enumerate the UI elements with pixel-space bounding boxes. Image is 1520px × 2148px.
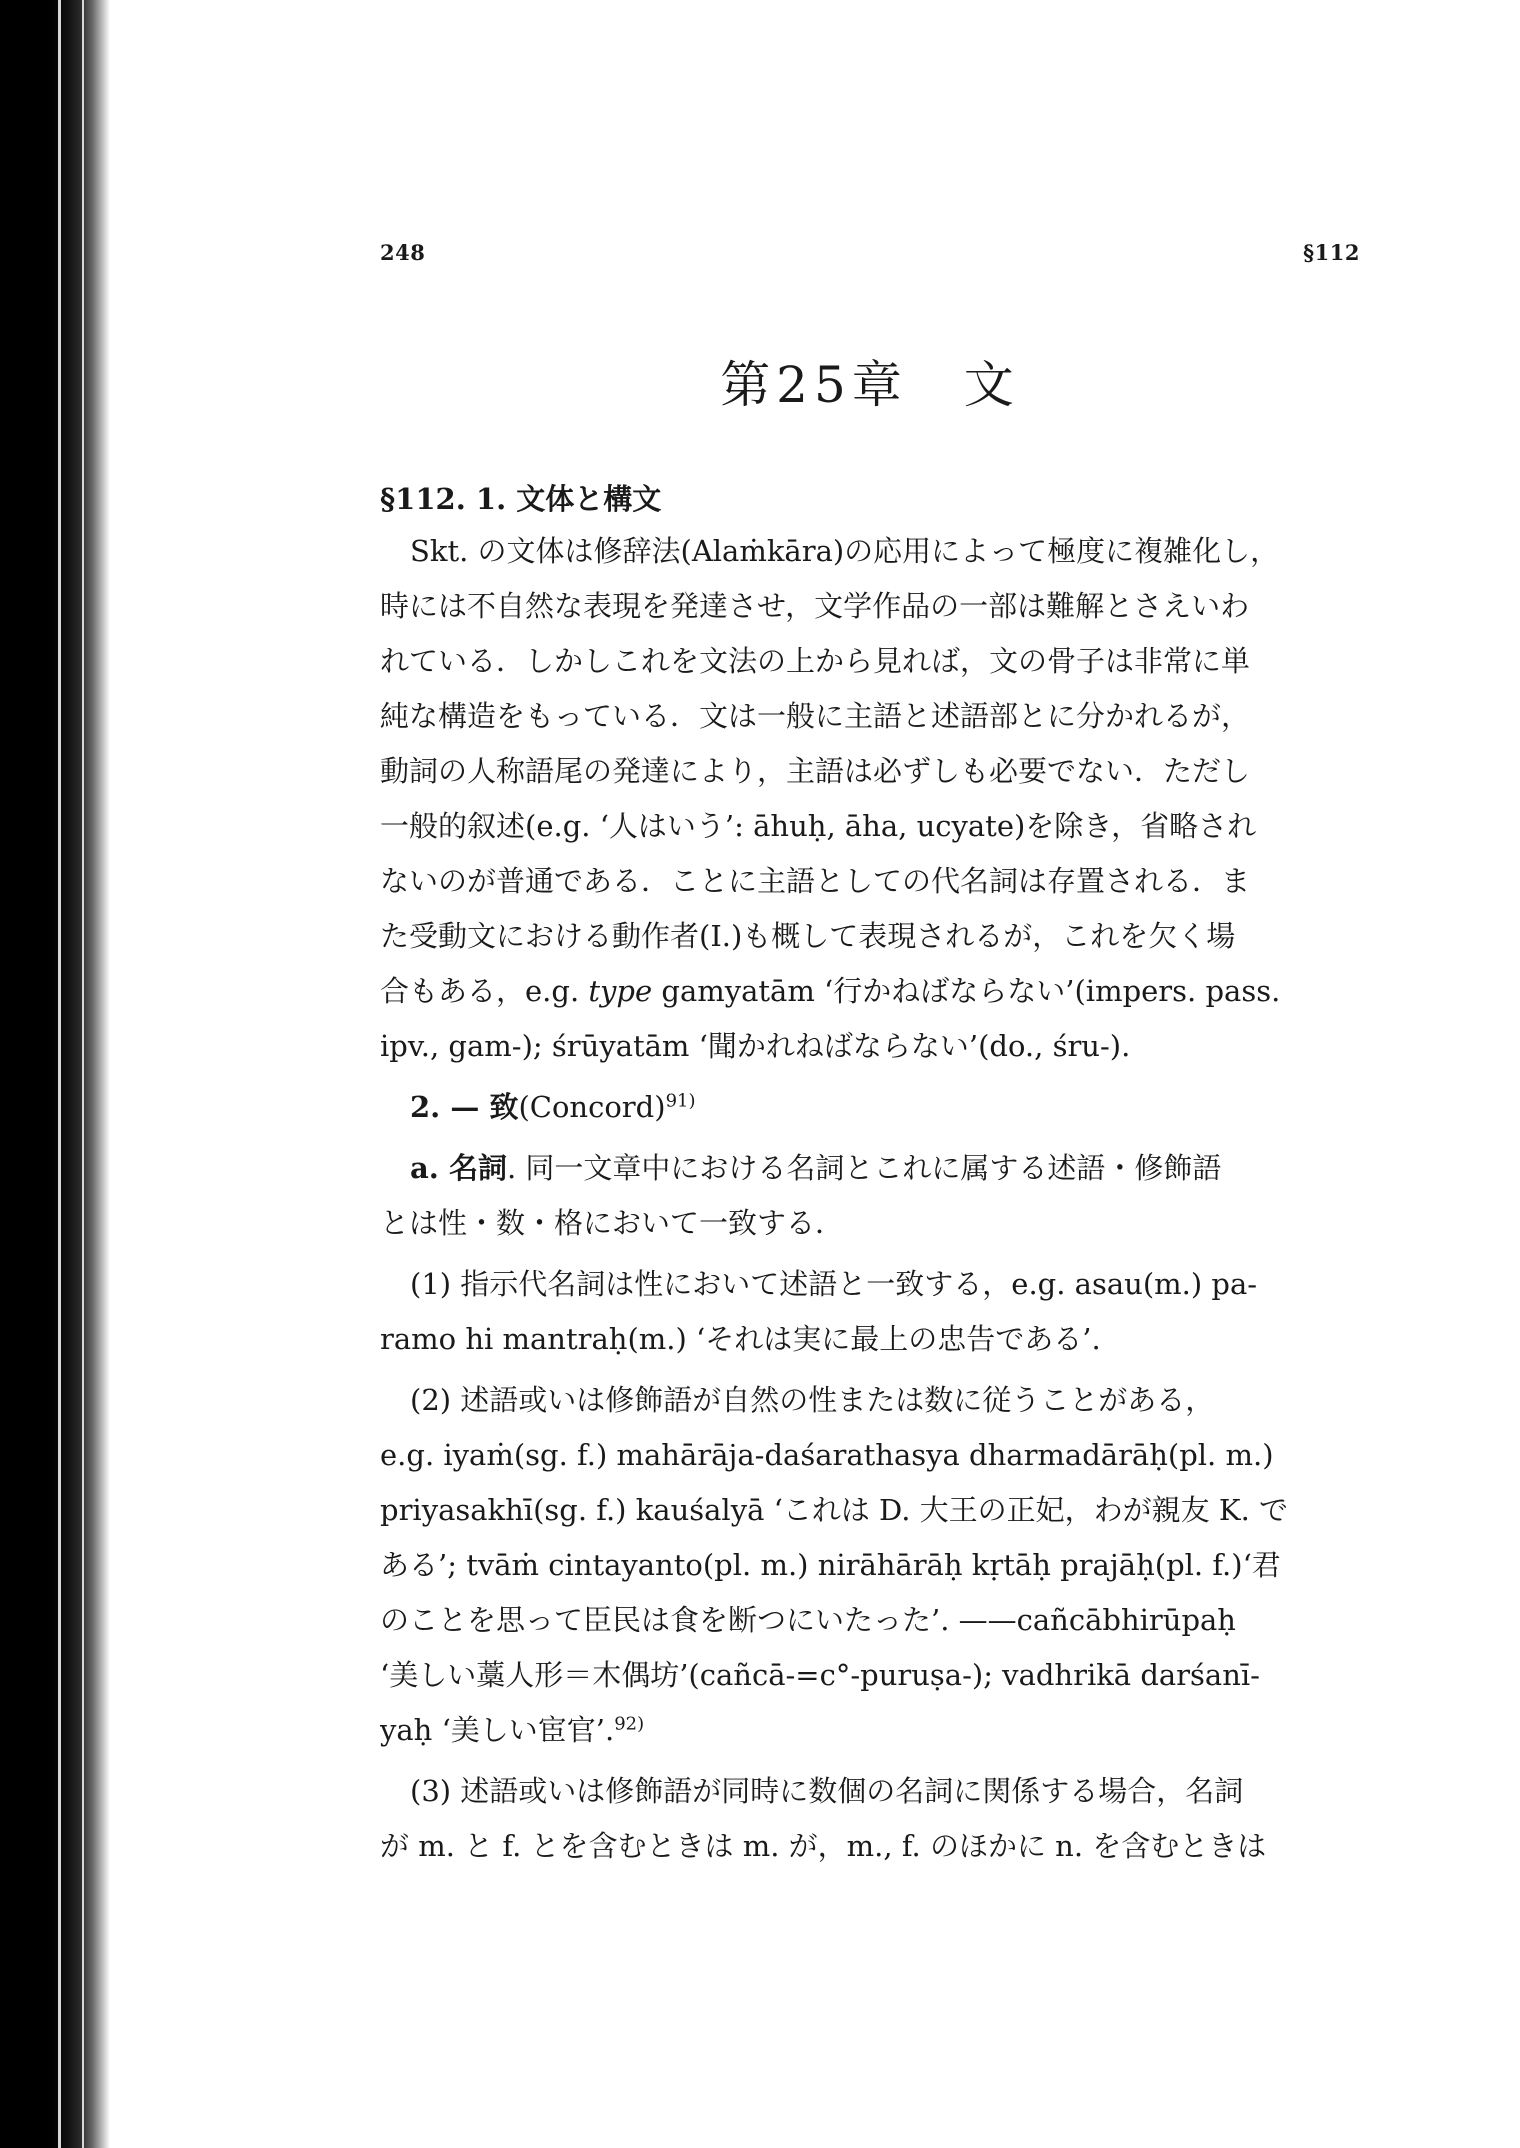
text-line: Skt. の文体は修辞法(Alaṁkāra)の応用によって極度に複雑化し， <box>410 534 1280 568</box>
item-2 <box>380 1373 1360 1758</box>
text-line: ipv., gam-); śrūyatām ‘聞かれねばならない’(do., śru-). <box>380 1029 1131 1063</box>
text-line: (2) 述語或いは修飾語が自然の性または数に従うことがある， <box>410 1383 1215 1417</box>
text-line <box>380 964 1360 1019</box>
binding-streak <box>58 0 61 2148</box>
book-page <box>380 240 1360 1874</box>
item-1 <box>380 1257 1360 1367</box>
item-3 <box>380 1764 1360 1874</box>
text-line: のことを思って臣民は食を断つにいたった’. ——cañcābhirūpaḥ <box>380 1603 1236 1637</box>
page-number: 248 <box>380 240 426 265</box>
section-heading: §112. 1. 文体と構文 <box>380 482 662 516</box>
paragraph-style-syntax <box>380 524 1360 1074</box>
text-line <box>380 1141 1360 1196</box>
text-line: e.g. iyaṁ(sg. f.) mahārāja-daśarathasya dharmadārāḥ(pl. m.) <box>380 1438 1274 1472</box>
running-head <box>380 240 1360 265</box>
chapter-title: 第25章 文 <box>720 356 1020 414</box>
text-line: priyasakhī(sg. f.) kauśalyā ‘これは D. 大王の正妃，わが親友 K. で <box>380 1493 1289 1527</box>
text-line: が m. と f. とを含むときは m. が，m., f. のほかに n. を含むときは <box>380 1829 1267 1863</box>
text-line: ある’; tvāṁ cintayanto(pl. m.) nirāhārāḥ kṛtāḥ prajāḥ(pl. f.)‘君 <box>380 1548 1281 1582</box>
text-line: 時には不自然な表現を発達させ，文学作品の一部は難解とさえいわ <box>380 589 1250 623</box>
text-line: ‘美しい藁人形＝木偶坊’(cañcā-=c°-puruṣa-); vadhrikā darśanī- <box>380 1658 1260 1692</box>
noun-label: a. 名詞 <box>410 1151 507 1185</box>
text-line: とは性・数・格において一致する． <box>380 1206 845 1240</box>
text-line: 純な構造をもっている．文は一般に主語と述語部とに分かれるが， <box>380 699 1251 733</box>
concord-label: 2. — 致 <box>410 1090 519 1124</box>
text-line: ないのが普通である．ことに主語としての代名詞は存置される．ま <box>380 864 1251 898</box>
text-line: 一般的叙述(e.g. ‘人はいう’: āhuḥ, āha, ucyate)を除き，省略され <box>380 809 1257 843</box>
text-line <box>380 1703 1360 1758</box>
text-span: yaḥ ‘美しい宦官’. <box>380 1713 615 1747</box>
concord-term: (Concord) <box>518 1090 666 1124</box>
binding-streak <box>82 0 84 2148</box>
section-ref: §112 <box>1303 240 1360 265</box>
text-line: れている．しかしこれを文法の上から見れば，文の骨子は非常に単 <box>380 644 1251 678</box>
text-line: 動詞の人称語尾の発達により，主語は必ずしも必要でない．ただし <box>380 754 1251 788</box>
paragraph-noun <box>380 1141 1360 1251</box>
footnote-ref: 91) <box>665 1090 696 1112</box>
text-span: gamyatām ‘行かねばならない’(impers. pass. <box>652 974 1281 1008</box>
concord-heading <box>380 1080 1360 1135</box>
text-line: ramo hi mantraḥ(m.) ‘それは実に最上の忠告である’. <box>380 1322 1101 1356</box>
text-span: 合もある，e.g. <box>380 974 589 1008</box>
text-line: (1) 指示代名詞は性において述語と一致する，e.g. asau(m.) pa- <box>410 1267 1258 1301</box>
text-line: (3) 述語或いは修飾語が同時に数個の名詞に関係する場合，名詞 <box>410 1774 1244 1808</box>
footnote-ref: 92) <box>614 1713 645 1735</box>
text-span: . 同一文章中における名詞とこれに属する述語・修飾語 <box>506 1151 1222 1185</box>
italic-term: type <box>588 974 653 1008</box>
book-binding-shadow <box>0 0 110 2148</box>
text-line: た受動文における動作者(I.)も概して表現されるが，これを欠く場 <box>380 919 1236 953</box>
